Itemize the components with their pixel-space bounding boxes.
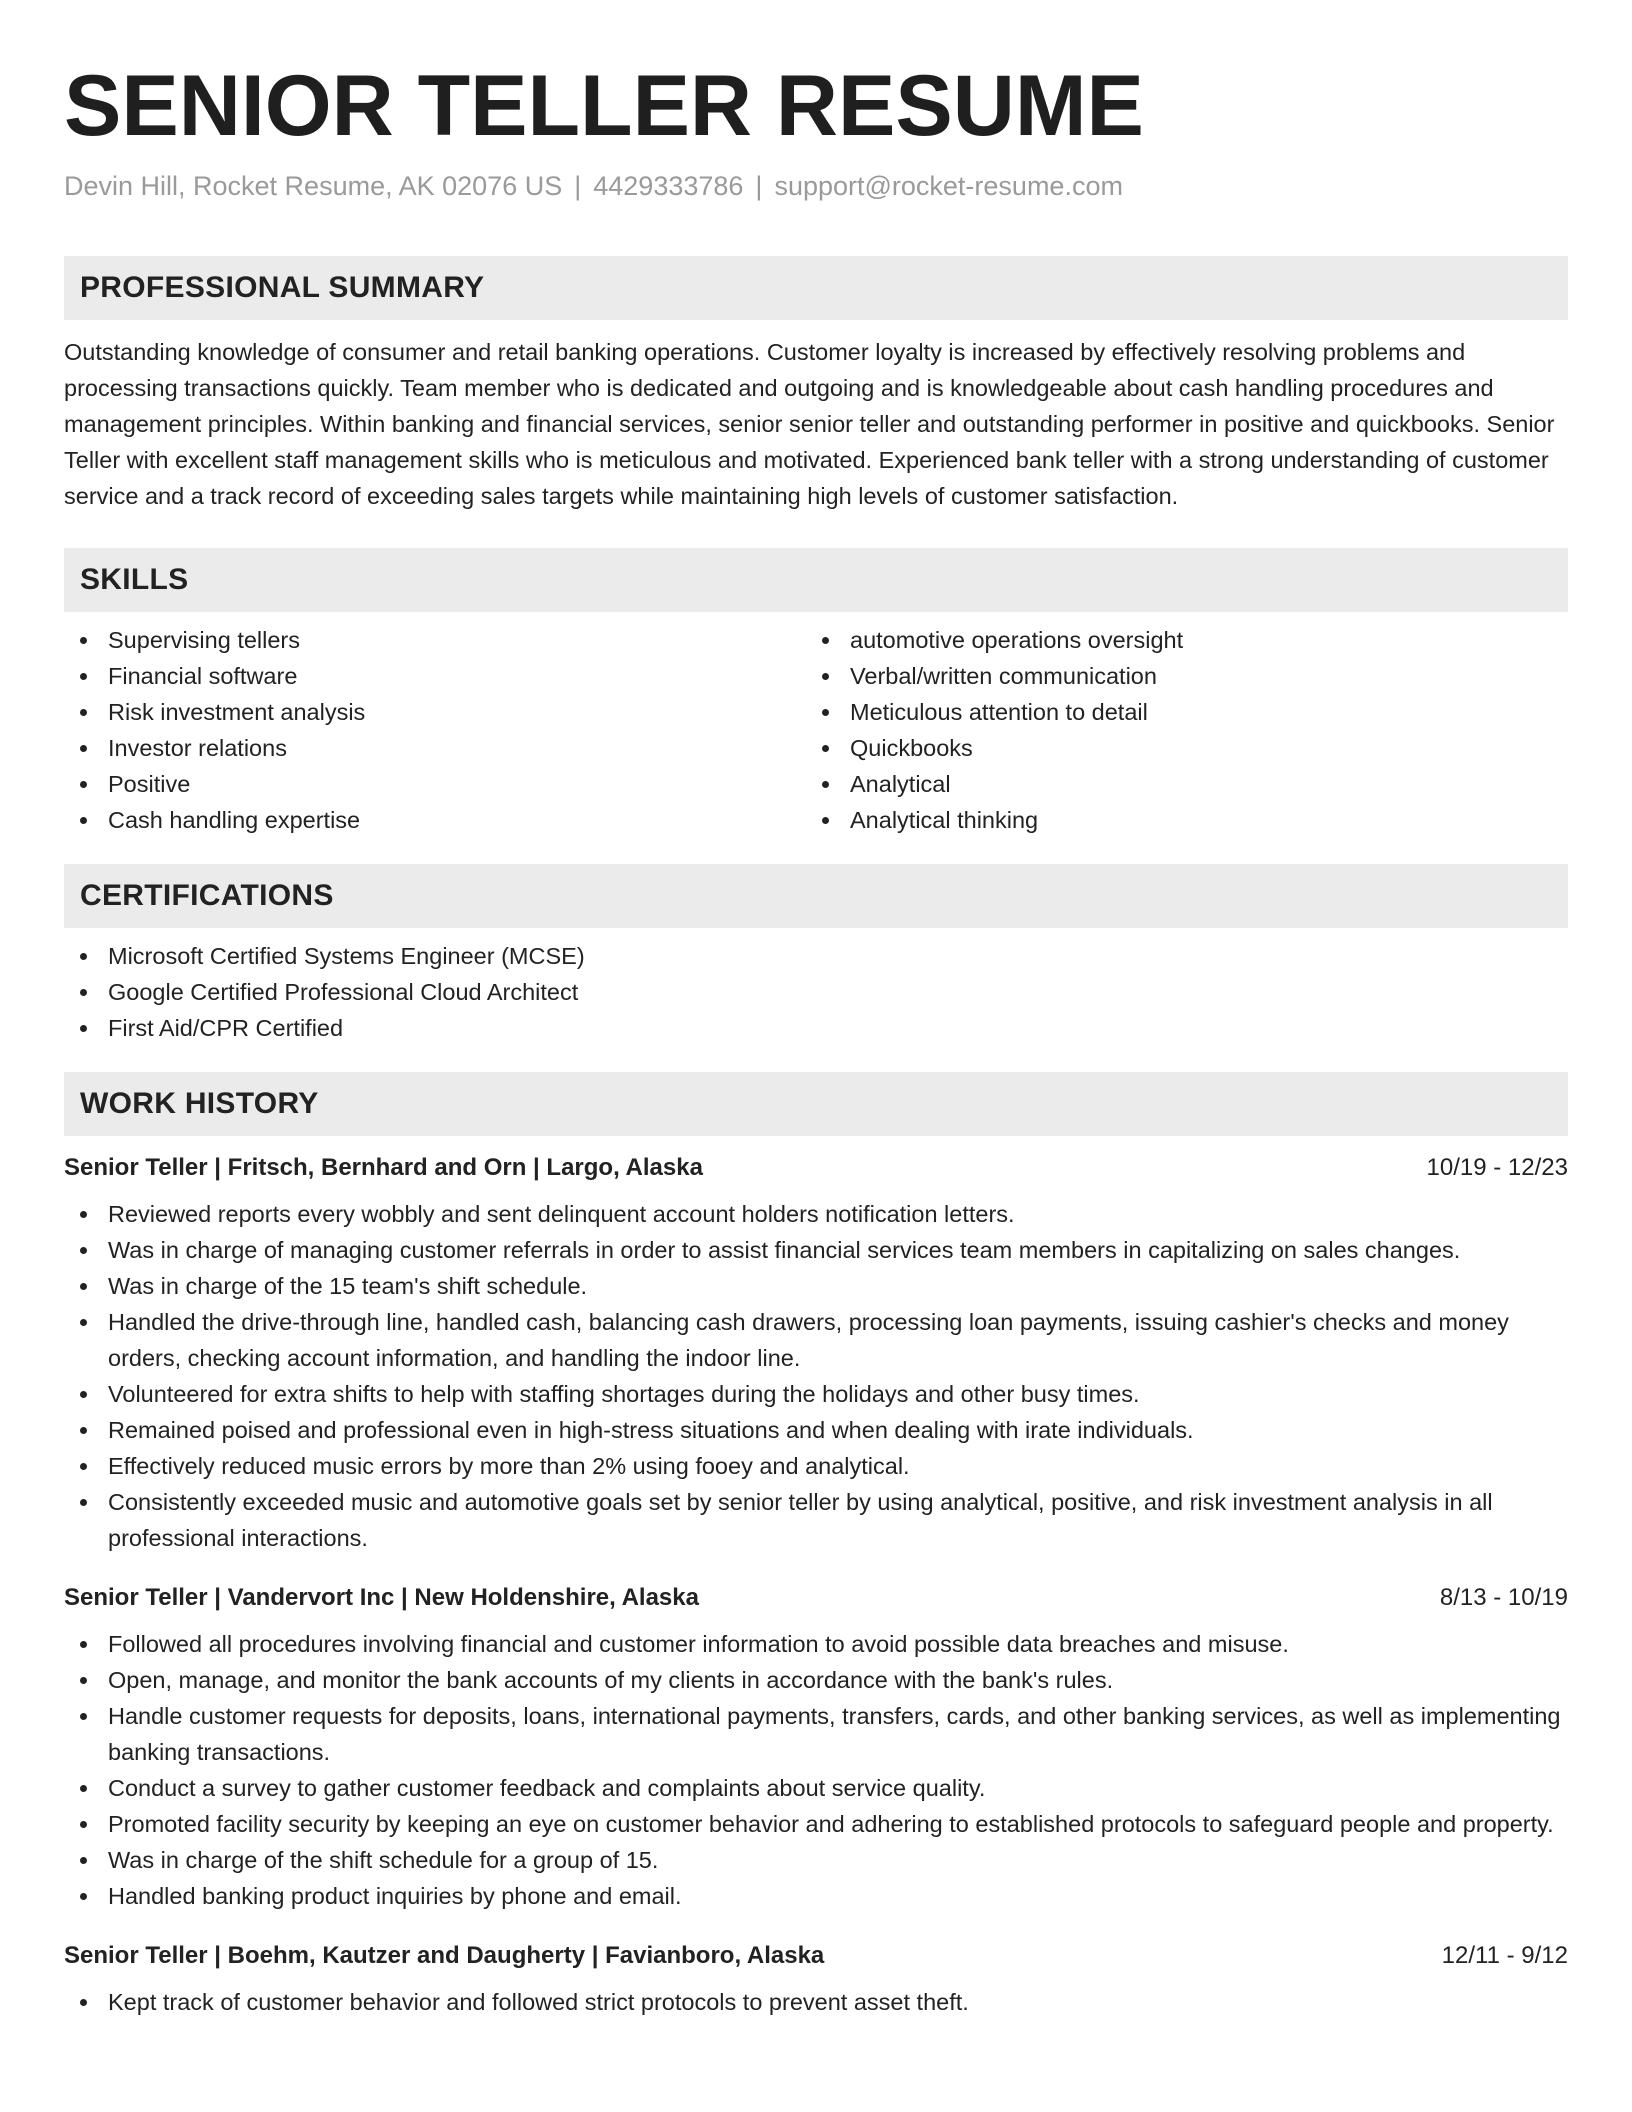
list-item-text: Microsoft Certified Systems Engineer (MCSE)	[108, 943, 585, 969]
list-item	[64, 1662, 1568, 1698]
contact-line	[64, 168, 1568, 204]
contact-address: Devin Hill, Rocket Resume, AK 02076 US	[64, 171, 563, 201]
list-item-text: Risk investment analysis	[108, 699, 366, 725]
bullet-icon	[80, 673, 87, 680]
list-item-text: Analytical thinking	[850, 807, 1039, 833]
list-item	[806, 658, 1548, 694]
list-item	[64, 1626, 1568, 1662]
list-item-text: Positive	[108, 771, 191, 797]
section-header-certifications: CERTIFICATIONS	[64, 864, 1568, 928]
list-item	[64, 1806, 1568, 1842]
bullet-icon	[80, 953, 87, 960]
contact-separator: |	[755, 171, 763, 201]
list-item	[64, 1984, 1568, 2020]
bullet-icon	[80, 1821, 87, 1828]
list-item-text: Was in charge of the 15 team's shift schedule.	[108, 1273, 588, 1299]
bullet-icon	[80, 709, 87, 716]
list-item-text: Conduct a survey to gather customer feedback and complaints about service quality.	[108, 1775, 986, 1801]
list-item	[64, 1448, 1568, 1484]
bullet-icon	[80, 1785, 87, 1792]
resume-title: SENIOR TELLER RESUME	[64, 58, 1144, 154]
list-item-text: Kept track of customer behavior and followed strict protocols to prevent asset theft.	[108, 1989, 969, 2015]
bullet-icon	[80, 781, 87, 788]
list-item-text: Remained poised and professional even in high-stress situations and when dealing with irate individuals.	[108, 1417, 1194, 1443]
skills-grid	[64, 622, 1568, 838]
list-item-text: Reviewed reports every wobbly and sent delinquent account holders notification letters.	[108, 1201, 1015, 1227]
list-item	[64, 1842, 1568, 1878]
job-bullet-list	[64, 1984, 1568, 2020]
certifications-list	[64, 938, 1568, 1046]
list-item-text: Analytical	[850, 771, 951, 797]
list-item-text: Meticulous attention to detail	[850, 699, 1148, 725]
contact-phone: 4429333786	[593, 171, 744, 201]
job-header	[64, 1150, 1568, 1186]
list-item-text: Consistently exceeded music and automotive goals set by senior teller by using analytical, positive, and risk investment analysis in all professional interactions.	[108, 1489, 1493, 1551]
list-item-text: automotive operations oversight	[850, 627, 1184, 653]
section-header-summary: PROFESSIONAL SUMMARY	[64, 256, 1568, 320]
job-header	[64, 1580, 1568, 1616]
bullet-icon	[80, 1857, 87, 1864]
bullet-icon	[822, 709, 829, 716]
bullet-icon	[80, 1391, 87, 1398]
list-item-text: Quickbooks	[850, 735, 973, 761]
bullet-icon	[80, 1211, 87, 1218]
list-item	[806, 694, 1548, 730]
bullet-icon	[80, 1025, 87, 1032]
list-item	[64, 938, 1568, 974]
job-dates: 8/13 - 10/19	[1439, 1584, 1568, 1611]
list-item	[806, 766, 1548, 802]
list-item-text: Cash handling expertise	[108, 807, 361, 833]
list-item	[64, 974, 1568, 1010]
job-title: Senior Teller | Vandervort Inc | New Holdenshire, Alaska	[64, 1584, 699, 1611]
list-item	[64, 1878, 1568, 1914]
list-item-text: Investor relations	[108, 735, 287, 761]
contact-email[interactable]: support@rocket-resume.com	[774, 171, 1123, 201]
job-entry	[64, 1580, 1568, 1914]
job-header	[64, 1938, 1568, 1974]
list-item-text: Handled the drive-through line, handled cash, balancing cash drawers, processing loan payments, issuing cashier's checks and money orders, checking account information, and handling the indoor line.	[108, 1309, 1509, 1371]
bullet-icon	[80, 1427, 87, 1434]
bullet-icon	[80, 1463, 87, 1470]
list-item-text: Handle customer requests for deposits, loans, international payments, transfers, cards, and other banking services, as well as implementing banking transactions.	[108, 1703, 1561, 1765]
list-item	[64, 1232, 1568, 1268]
work-history-list	[64, 1150, 1568, 2020]
list-item-text: Verbal/written communication	[850, 663, 1157, 689]
bullet-icon	[80, 637, 87, 644]
list-item	[64, 622, 806, 658]
list-item	[806, 802, 1548, 838]
list-item-text: First Aid/CPR Certified	[108, 1015, 344, 1041]
list-item-text: Effectively reduced music errors by more than 2% using fooey and analytical.	[108, 1453, 910, 1479]
bullet-icon	[80, 989, 87, 996]
job-bullet-list	[64, 1626, 1568, 1914]
list-item-text: Was in charge of the shift schedule for a group of 15.	[108, 1847, 659, 1873]
list-item	[806, 622, 1548, 658]
list-item	[806, 730, 1548, 766]
job-title: Senior Teller | Fritsch, Bernhard and Orn | Largo, Alaska	[64, 1154, 703, 1181]
summary-paragraph: Outstanding knowledge of consumer and retail banking operations. Customer loyalty is increased by effectively resolving problems and processing transactions quickly. Team member who is dedicated and outgoing and is knowledgeable about cash handling procedures and management principles. Within banking and financial services, senior senior teller and outstanding performer in positive and quickbooks. Senior Teller with excellent staff management skills who is meticulous and motivated. Experienced bank teller with a strong understanding of customer service and a track record of exceeding sales targets while maintaining high levels of customer satisfaction.	[64, 339, 1555, 509]
list-item	[64, 1376, 1568, 1412]
list-item-text: Supervising tellers	[108, 627, 301, 653]
bullet-icon	[80, 1247, 87, 1254]
list-item-text: Open, manage, and monitor the bank accounts of my clients in accordance with the bank's rules.	[108, 1667, 1114, 1693]
list-item	[64, 1698, 1568, 1770]
bullet-icon	[822, 817, 829, 824]
bullet-icon	[80, 1893, 87, 1900]
section-header-skills: SKILLS	[64, 548, 1568, 612]
list-item-text: Google Certified Professional Cloud Architect	[108, 979, 579, 1005]
bullet-icon	[80, 1713, 87, 1720]
skills-column-right	[806, 622, 1548, 838]
bullet-icon	[80, 1319, 87, 1326]
list-item	[64, 1196, 1568, 1232]
bullet-icon	[80, 745, 87, 752]
skills-column-left	[64, 622, 806, 838]
list-item	[64, 1304, 1568, 1376]
bullet-icon	[80, 1677, 87, 1684]
list-item	[64, 730, 806, 766]
list-item	[64, 1010, 1568, 1046]
bullet-icon	[80, 817, 87, 824]
list-item	[64, 766, 806, 802]
list-item	[64, 1412, 1568, 1448]
list-item-text: Volunteered for extra shifts to help with staffing shortages during the holidays and other busy times.	[108, 1381, 1140, 1407]
job-bullet-list	[64, 1196, 1568, 1556]
resume-page	[64, 0, 1568, 2020]
list-item-text: Financial software	[108, 663, 298, 689]
bullet-icon	[80, 1499, 87, 1506]
contact-separator: |	[574, 171, 582, 201]
job-entry	[64, 1938, 1568, 2020]
bullet-icon	[822, 673, 829, 680]
list-item	[64, 802, 806, 838]
bullet-icon	[822, 637, 829, 644]
job-entry	[64, 1150, 1568, 1556]
job-dates: 12/11 - 9/12	[1441, 1942, 1568, 1969]
bullet-icon	[80, 1283, 87, 1290]
list-item	[64, 1770, 1568, 1806]
bullet-icon	[822, 745, 829, 752]
bullet-icon	[80, 1999, 87, 2006]
job-title: Senior Teller | Boehm, Kautzer and Daugherty | Favianboro, Alaska	[64, 1942, 825, 1969]
list-item	[64, 1268, 1568, 1304]
list-item-text: Promoted facility security by keeping an eye on customer behavior and adhering to established protocols to safeguard people and property.	[108, 1811, 1554, 1837]
list-item	[64, 694, 806, 730]
list-item-text: Handled banking product inquiries by phone and email.	[108, 1883, 682, 1909]
list-item-text: Followed all procedures involving financial and customer information to avoid possible data breaches and misuse.	[108, 1631, 1289, 1657]
job-dates: 10/19 - 12/23	[1426, 1154, 1568, 1181]
list-item	[64, 658, 806, 694]
bullet-icon	[80, 1641, 87, 1648]
list-item-text: Was in charge of managing customer referrals in order to assist financial services team members in capitalizing on sales changes.	[108, 1237, 1461, 1263]
list-item	[64, 1484, 1568, 1556]
bullet-icon	[822, 781, 829, 788]
section-header-work-history: WORK HISTORY	[64, 1072, 1568, 1136]
